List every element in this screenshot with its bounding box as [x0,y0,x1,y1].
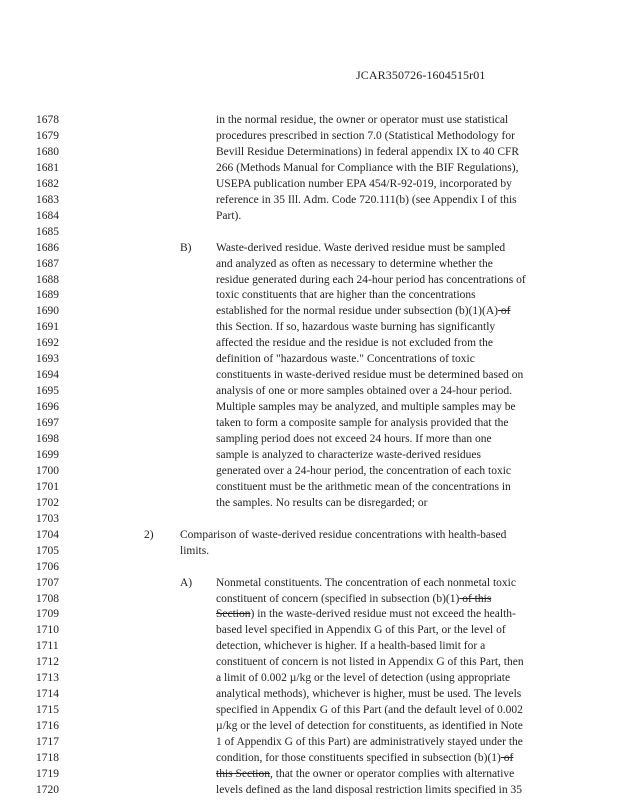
text-segment: , that the owner or operator complies with alternative [270,767,515,780]
document-line [0,176,625,192]
line-number: 1714 [36,688,59,701]
text-segment: toxic constituents that are higher than the concentrations [216,289,476,302]
document-line [0,256,625,272]
line-number: 1710 [36,624,59,637]
line-text [216,240,505,256]
text-segment: constituent of concern (specified in subsection (b)(1) [216,592,460,605]
line-number: 1713 [36,672,59,685]
line-text [216,335,493,351]
text-segment: ) in the waste-derived residue must not exceed the health- [250,608,516,621]
line-number: 1697 [36,417,59,430]
line-text [216,495,427,511]
document-line [0,686,625,702]
text-segment: 1 of Appendix G of this Part) are administratively stayed under the [216,736,523,749]
document-line [0,303,625,319]
text-segment: Multiple samples may be analyzed, and multiple samples may be [216,401,516,414]
line-text [216,654,524,670]
line-number: 1717 [36,736,59,749]
text-segment: based level specified in Appendix G of this Part, or the level of [216,624,506,637]
text-segment: 266 (Methods Manual for Compliance with the BIF Regulations), [216,161,519,174]
document-line [0,319,625,335]
document-line [0,287,625,303]
line-number: 1720 [36,783,59,796]
line-text [216,718,523,734]
text-segment: analytical methods), whichever is higher, must be used. The levels [216,688,522,701]
document-line [0,399,625,415]
document-id: JCAR350726-1604515r01 [356,68,486,82]
text-segment: limits. [180,544,210,557]
line-number: 1681 [36,161,59,174]
line-text [216,128,515,144]
line-text [216,112,508,128]
struck-text: of this [459,592,492,605]
text-segment: this Section. If so, hazardous waste burning has significantly [216,321,496,334]
line-number: 1706 [36,560,59,573]
line-number: 1691 [36,321,59,334]
struck-text: Section [216,608,251,621]
text-segment: the samples. No results can be disregarded; or [216,496,428,509]
text-segment: in the normal residue, the owner or operator must use statistical [216,114,509,126]
line-number: 1701 [36,480,59,493]
line-text [180,527,506,543]
text-segment: Bevill Residue Determinations) in federal appendix IX to 40 CFR [216,145,520,158]
line-number: 1682 [36,177,59,190]
text-segment: constituent of concern is not listed in Appendix G of this Part, then [216,656,524,669]
line-number: 1698 [36,433,59,445]
text-segment: detection, whichever is higher. If a health-based limit for a [216,640,486,653]
document-line [0,479,625,495]
line-text [216,670,510,686]
document-line [0,750,625,766]
line-number: 1695 [36,385,59,398]
line-number: 1688 [36,273,59,286]
document-line [0,272,625,288]
line-number: 1704 [36,528,59,541]
line-number: 1685 [36,225,59,238]
line-number: 1692 [36,337,59,350]
document-line [0,654,625,670]
line-number: 1678 [36,114,59,126]
text-segment: taken to form a composite sample for analysis provided that the [216,417,509,430]
line-number: 1718 [36,752,59,764]
line-text [216,415,509,431]
line-number: 1696 [36,401,59,414]
line-number: 1694 [36,369,59,382]
document-line [0,351,625,367]
text-segment: Comparison of waste-derived residue concentrations with health-based [180,528,507,541]
document-line [0,591,625,607]
text-segment: sample is analyzed to characterize waste-derived residues [216,448,482,461]
line-number: 1719 [36,767,59,780]
document-line [0,702,625,718]
line-number: 1700 [36,464,59,477]
line-text [216,160,518,176]
line-number: 1711 [36,640,59,653]
line-text [216,399,516,415]
line-number: 1712 [36,656,59,669]
line-text [216,192,517,208]
line-text [216,638,485,654]
text-segment: generated over a 24-hour period, the concentration of each toxic [216,464,512,477]
text-segment: levels defined as the land disposal restriction limits specified in 35 [216,783,522,796]
line-text [216,383,512,399]
line-number: 1683 [36,193,59,206]
line-number: 1715 [36,704,59,717]
document-line [0,447,625,463]
line-number: 1705 [36,544,59,557]
document-line [0,415,625,431]
document-line [0,622,625,638]
document-line [0,112,625,128]
text-segment: constituents in waste-derived residue must be determined based on [216,369,524,382]
document-line [0,335,625,351]
line-number: 1686 [36,241,59,254]
text-segment: affected the residue and the residue is not excluded from the [216,337,493,350]
line-text [216,272,526,288]
document-line [0,734,625,750]
line-text [216,447,481,463]
line-number: 1703 [36,512,59,525]
document-line [0,575,625,591]
line-number: 1679 [36,129,59,142]
text-segment: µ/kg or the level of detection for constituents, as identified in Note [216,720,523,733]
line-text [216,622,506,638]
line-number: 1684 [36,209,59,222]
line-text [180,543,209,559]
text-segment: procedures prescribed in section 7.0 (Statistical Methodology for [216,129,515,142]
text-segment: a limit of 0.002 µ/kg or the level of detection (using appropriate [216,672,511,685]
line-text [216,367,523,383]
document-line [0,638,625,654]
document-line [0,367,625,383]
line-text [216,319,495,335]
line-text [216,144,519,160]
line-text [216,256,493,272]
document-line [0,782,625,798]
line-text [216,591,491,607]
text-segment: sampling period does not exceed 24 hours. If more than one [216,433,492,445]
subsection-label: B) [180,241,192,254]
document-line [0,511,625,527]
line-text [216,463,511,479]
line-text [216,431,492,447]
text-segment: definition of "hazardous waste." Concentrations of toxic [216,353,475,366]
line-number: 1709 [36,608,59,621]
line-text [216,734,523,750]
subsection-label: 2) [144,528,154,541]
line-number: 1689 [36,289,59,302]
document-line [0,670,625,686]
line-number: 1699 [36,448,59,461]
document-line [0,543,625,559]
struck-text: of [500,752,514,764]
line-number: 1707 [36,576,59,589]
line-text [216,702,523,718]
text-segment: analysis of one or more samples obtained over a 24-hour period. [216,385,513,398]
document-line [0,718,625,734]
text-segment: and analyzed as often as necessary to determine whether the [216,257,493,270]
line-number: 1708 [36,592,59,605]
document-line [0,224,625,240]
text-segment: Part). [216,209,242,222]
line-text [216,303,510,319]
text-segment: reference in 35 Ill. Adm. Code 720.111(b) (see Appendix I of this [216,193,517,206]
line-text [216,479,511,495]
struck-text: of [497,305,511,318]
line-text [216,208,241,224]
line-number: 1693 [36,353,59,366]
document-line [0,144,625,160]
struck-text: this Section [216,767,270,780]
line-text [216,750,513,766]
line-number: 1702 [36,496,59,509]
document-line [0,606,625,622]
text-segment: Waste-derived residue. Waste derived residue must be sampled [216,241,506,254]
document-line [0,766,625,782]
line-text [216,575,516,591]
text-segment: constituent must be the arithmetic mean of the concentrations in [216,480,511,493]
line-text [216,782,522,798]
document-line [0,383,625,399]
line-text [216,351,475,367]
text-segment: condition, for those constituents specified in subsection (b)(1) [216,752,501,764]
line-text [216,176,512,192]
line-number: 1680 [36,145,59,158]
text-segment: USEPA publication number EPA 454/R-92-019, incorporated by [216,177,512,190]
line-number: 1690 [36,305,59,318]
line-number: 1716 [36,720,59,733]
line-text [216,287,476,303]
text-segment: residue generated during each 24-hour period has concentrations of [216,273,526,286]
line-text [216,686,521,702]
document-line [0,431,625,447]
text-segment: specified in Appendix G of this Part (and the default level of 0.002 [216,704,523,717]
text-segment: Nonmetal constituents. The concentration of each nonmetal toxic [216,576,516,589]
document-line [0,192,625,208]
document-line [0,463,625,479]
document-line [0,160,625,176]
text-segment: established for the normal residue under subsection (b)(1)(A) [216,305,498,318]
document-line [0,559,625,575]
line-text [216,766,514,782]
document-line [0,208,625,224]
document-line [0,527,625,543]
subsection-label: A) [180,576,193,589]
line-text [216,606,516,622]
document-line [0,128,625,144]
document-line [0,495,625,511]
document-line [0,240,625,256]
line-number: 1687 [36,257,59,270]
